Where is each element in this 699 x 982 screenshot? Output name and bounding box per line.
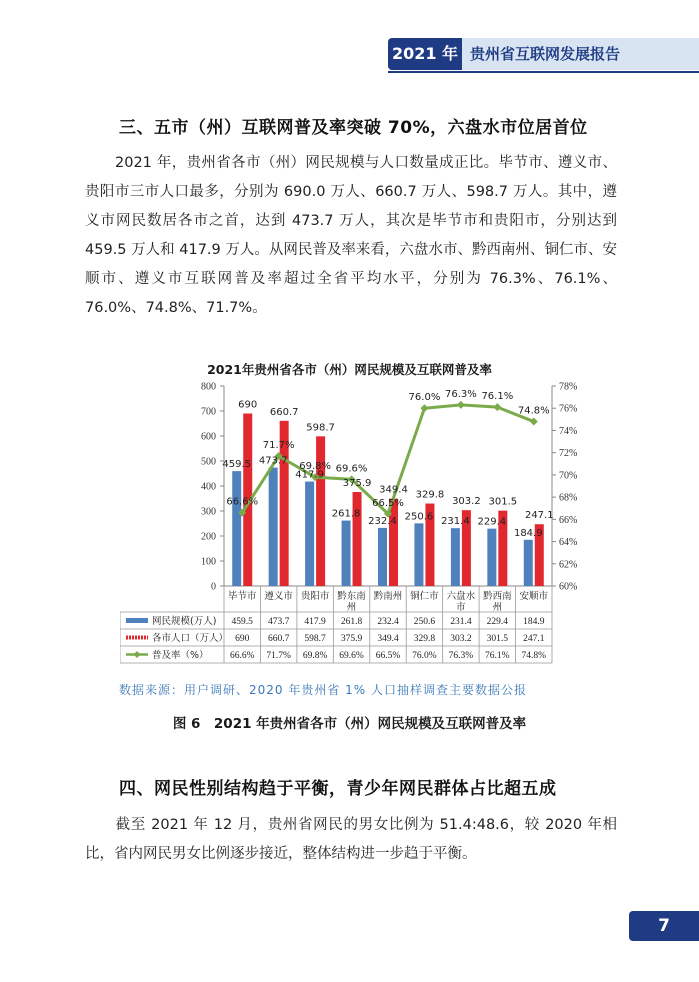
table-cell: 231.4	[450, 617, 472, 627]
bar-netizens	[451, 528, 460, 586]
rate-value-label: 69.8%	[299, 461, 332, 473]
table-cell: 66.6%	[229, 651, 255, 661]
bar-netizens	[232, 471, 241, 586]
netizens-value-label: 231.4	[441, 516, 470, 528]
rate-marker	[457, 401, 465, 409]
category-label: 贵阳市	[300, 591, 330, 602]
table-cell: 261.8	[340, 617, 363, 627]
population-value-label: 301.5	[488, 496, 518, 508]
table-cell: 232.4	[377, 617, 399, 627]
right-tick-label: 64%	[559, 537, 578, 549]
table-cell: 660.7	[267, 634, 290, 644]
category-label: 遵义市	[264, 591, 293, 602]
legend-label: 网民规模(万人)	[152, 616, 217, 627]
table-cell: 417.9	[304, 617, 326, 627]
population-value-label: 303.2	[452, 496, 481, 508]
table-cell: 303.2	[450, 634, 472, 644]
left-tick-label: 500	[201, 456, 216, 468]
category-label: 州	[346, 602, 357, 613]
left-tick-label: 0	[211, 581, 216, 593]
table-cell: 184.9	[523, 617, 545, 627]
table-cell: 250.6	[413, 617, 436, 627]
population-value-label: 690	[238, 399, 258, 411]
netizens-value-label: 261.8	[331, 508, 361, 520]
rate-value-label: 76.3%	[444, 388, 477, 400]
bar-population	[389, 499, 398, 586]
section3-heading: 三、五市（州）互联网普及率突破 70%，六盘水市位居首位	[119, 118, 588, 138]
table-cell: 76.3%	[448, 651, 474, 661]
rate-value-label: 66.5%	[372, 497, 404, 509]
category-label: 黔西南	[483, 591, 512, 602]
rate-marker	[493, 403, 501, 411]
population-value-label: 247.1	[524, 510, 554, 522]
chart-title: 2021年贵州省各市（州）网民规模及互联网普及率	[207, 362, 492, 377]
category-label: 黔南州	[373, 591, 403, 602]
section4-heading: 四、网民性别结构趋于平衡，青少年网民群体占比超五成	[119, 779, 557, 799]
bar-netizens	[269, 468, 278, 586]
right-tick-label: 62%	[559, 559, 578, 571]
table-cell: 76.1%	[485, 651, 510, 661]
left-tick-label: 700	[201, 406, 216, 418]
legend-label: 普及率（%）	[152, 650, 209, 661]
left-tick-label: 800	[201, 381, 216, 393]
rate-value-label: 71.7%	[262, 440, 295, 451]
right-tick-label: 68%	[559, 492, 578, 504]
netizens-value-label: 229.4	[477, 516, 507, 528]
rate-value-label: 66.6%	[226, 496, 259, 508]
figure-caption: 图 6 2021 年贵州省各市（州）网民规模及互联网普及率	[172, 716, 527, 732]
table-cell: 375.9	[340, 634, 363, 644]
table-cell: 229.4	[486, 617, 509, 627]
table-cell: 66.5%	[375, 651, 401, 661]
left-tick-label: 200	[201, 531, 216, 543]
section4-paragraph	[85, 811, 617, 869]
bar-netizens	[342, 521, 351, 586]
category-label: 六盘水	[446, 591, 476, 602]
header-year: 2021 年	[388, 38, 462, 70]
netizens-value-label: 184.9	[513, 527, 543, 539]
population-value-label: 349.4	[379, 484, 408, 496]
left-tick-label: 100	[201, 556, 216, 568]
netizens-value-label: 459.5	[222, 459, 252, 471]
table-cell: 69.8%	[302, 651, 328, 661]
rate-value-label: 76.1%	[481, 391, 514, 403]
bar-netizens	[414, 523, 423, 586]
legend-key-rate-marker	[134, 651, 141, 658]
category-label: 州	[492, 602, 503, 613]
legend-label: 各市人口（万人）	[152, 633, 229, 644]
rate-marker	[530, 418, 538, 426]
bar-netizens	[487, 529, 496, 586]
table-cell: 247.1	[523, 634, 545, 644]
right-tick-label: 78%	[559, 381, 578, 393]
table-cell: 329.8	[413, 634, 436, 644]
legend-key-netizens	[126, 618, 148, 623]
left-tick-label: 400	[201, 481, 216, 493]
table-cell: 690	[235, 634, 250, 644]
table-cell: 301.5	[486, 634, 509, 644]
report-header	[388, 38, 699, 70]
population-value-label: 598.7	[306, 422, 335, 434]
table-cell: 349.4	[377, 634, 399, 644]
table-cell: 76.0%	[412, 651, 437, 661]
section3-paragraph	[85, 149, 617, 323]
category-label: 铜仁市	[410, 591, 439, 602]
table-cell: 473.7	[267, 617, 290, 627]
right-tick-label: 60%	[559, 581, 578, 593]
section4-text: 截至 2021 年 12 月，贵州省网民的男女比例为 51.4:48.6，较 2020 年相比，省内网民男女比例逐步接近，整体结构进一步趋于平衡。	[85, 817, 617, 862]
right-tick-label: 72%	[559, 448, 578, 460]
bar-netizens	[378, 528, 387, 586]
rate-marker	[420, 404, 428, 412]
category-label: 黔东南	[337, 591, 366, 602]
bar-netizens	[524, 540, 533, 586]
header-rule	[388, 71, 699, 73]
rate-value-label: 69.6%	[335, 463, 368, 475]
category-label: 市	[456, 602, 466, 613]
data-source: 数据来源：用户调研、2020 年贵州省 1% 人口抽样调查主要数据公报	[119, 683, 528, 697]
category-label: 毕节市	[227, 591, 257, 602]
population-value-label: 329.8	[415, 489, 445, 501]
table-cell: 459.5	[231, 617, 253, 627]
table-cell: 71.7%	[266, 651, 291, 661]
netizens-value-label: 417.9	[295, 469, 324, 481]
right-tick-label: 74%	[559, 425, 578, 437]
bar-population	[353, 492, 362, 586]
left-tick-label: 600	[201, 431, 216, 443]
netizens-value-label: 232.4	[368, 515, 397, 527]
right-tick-label: 70%	[559, 470, 578, 482]
bar-netizens	[305, 482, 314, 586]
table-cell: 598.7	[304, 634, 326, 644]
rate-value-label: 74.8%	[517, 405, 550, 417]
table-cell: 69.6%	[339, 651, 364, 661]
header-title: 贵州省互联网发展报告	[462, 38, 699, 70]
left-tick-label: 300	[201, 506, 216, 518]
table-cell: 74.8%	[521, 651, 547, 661]
right-tick-label: 76%	[559, 403, 578, 415]
rate-value-label: 76.0%	[408, 392, 441, 404]
page-number: 7	[629, 911, 699, 941]
population-value-label: 375.9	[342, 478, 372, 490]
population-penetration-chart	[120, 378, 590, 664]
netizens-value-label: 250.6	[404, 511, 434, 523]
bar-population	[316, 436, 325, 586]
population-value-label: 660.7	[269, 406, 299, 418]
category-label: 安顺市	[519, 591, 549, 602]
right-tick-label: 66%	[559, 514, 578, 526]
netizens-value-label: 473.7	[258, 455, 288, 467]
section3-text: 2021 年，贵州省各市（州）网民规模与人口数量成正比。毕节市、遵义市、贵阳市三市人口最多，分别为 690.0 万人、660.7 万人、598.7 万人。其中，遵义市网民数居各市之首，达到 473.7 万人，其次是毕节市和贵阳市，分别达到 459.5 万人和 417.9 万人。从网民普及率来看，六盘水市、黔西南州、铜仁市、安顺市、遵义市互联网普及率超过全省平均水平，分别为 76.3%、76.1%、76.0%、74.8%、71.7%。	[85, 155, 617, 316]
